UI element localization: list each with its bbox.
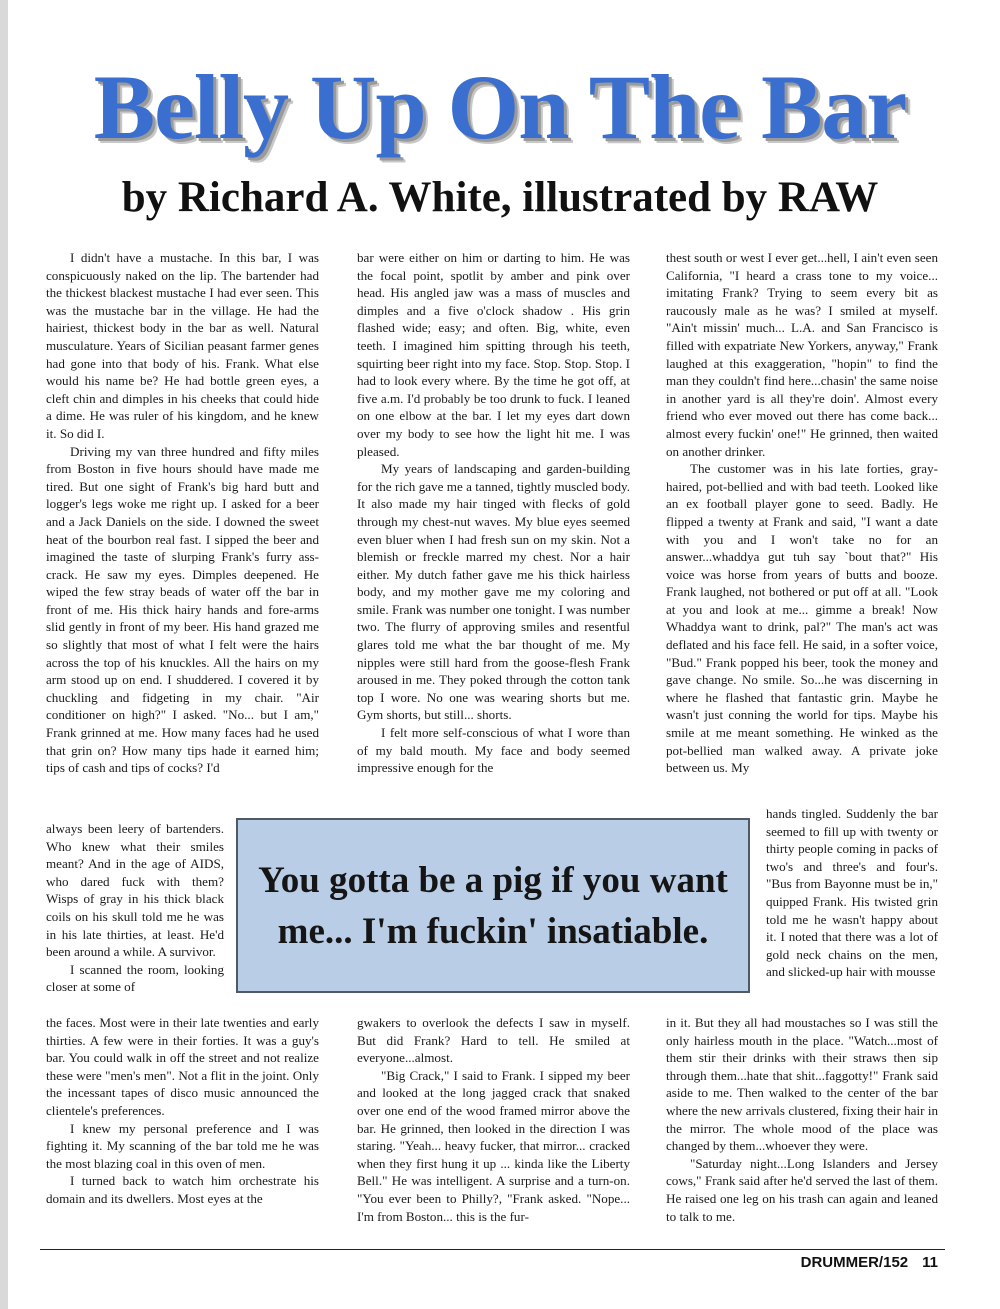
paragraph: Driving my van three hundred and fifty miles from Boston in five hours should have made me tired. But one sight of Frank's big hard butt and logger's legs woke me right up. I asked for a beer and a Jack Daniels on the side. I downed the sweet heat of the bourbon real fast. I sipped the beer and imagined the taste of slurping Frank's furry ass-crack. He saw my eyes. Dimples deepened. He wiped the few stray beads of water off the bar in front of me. His thick hairy hands and fore-arms slid gently in front of my beer. His hand grazed me so slightly that most of what I felt were the hairs across the top of his knuckles. All the hairs on my arm stood up on end. I shuddered. I covered it by chuckling and fidgeting in my chair. "Air conditioner on high?" I asked. "No... but I am," Frank grinned at me. How many faces had he used that grin on? How many tips hade it earned him; tips of cash and tips of cocks? I'd xyxy=(46,443,319,776)
paragraph: The customer was in his late forties, gray-haired, pot-bellied and with bad teeth. Looked like an ex football player gone to seed. Badly. He flipped a twenty at Frank and said, "I want a date with you and I won't take no for an answer...whaddya gut tuh say `bout that?" His voice was horse from years of butts and booze. Frank laughed, not bothered or put off at all. "Look at you and look at me... gimme a break! Now Whaddya want to drink, pal?" The man's act was deflated and his face fell. He said, in a softer voice, "Bud." Frank popped his beer, took the money and gave change. No smile. So...he was discerning in where he flashed that fantastic grin. Maybe he wasn't just conning the world for tips. Maybe his smile at me meant something. He winked as the pot-bellied man walked away. A private joke between us. My xyxy=(666,461,938,776)
page-number: 11 xyxy=(922,1254,938,1271)
column-2 xyxy=(357,249,630,805)
paragraph: "Big Crack," I said to Frank. I sipped my beer and looked at the long jagged crack that snaked over one end of the wood framed mirror above the bar. He grinned, then looked in the direction I was staring. "Yeah... heavy fucker, that mirror... cracked when they first hung it up ... kinda like the Liberty Bell." He was intelligent. A surprise and a turn-on. "You ever been to Philly?, "Frank asked. "Nope... I'm from Boston... this is the fur- xyxy=(357,1067,630,1224)
paragraph: I turned back to watch him orchestrate his domain and its dwellers. Most eyes at the xyxy=(46,1173,319,1206)
pull-quote-box xyxy=(236,818,750,993)
page-footer xyxy=(801,1254,938,1271)
paragraph: the faces. Most were in their late twenties and early thirties. A few were in their forties. It was a guy's bar. You could walk in off the street and not realize these were "men's men". Not a flit in the joint. Only the incessant tapes of disco music announced the clientele's preferences. xyxy=(46,1015,319,1118)
column-2-lower xyxy=(357,1014,630,1234)
paragraph: My years of landscaping and garden-building for the rich gave me a tanned, tightly muscled body. It also made my hair tinged with flecks of gold through my chest-nut waves. My blue eyes seemed even bluer when I had fresh sun on my skin. Not a blemish or freckle marred my chest. Nor a hair either. My dutch father gave me his thick hairless body, and my mother gave me my coloring and smile. Frank was number one tonight. I was number two. The flurry of approving smiles and resentful glares told me what the bar thought of me. My nipples were still hard from the goose-flesh Frank aroused in me. They poked through the cotton tank top I wore. No one was wearing shorts but me. Gym shorts, but still... shorts. xyxy=(357,461,630,723)
column-1-wrap xyxy=(46,820,224,1006)
column-1-lower xyxy=(46,1014,319,1234)
paragraph: I felt more self-conscious of what I wore than of my bald mouth. My face and body seemed impressive enough for the xyxy=(357,725,630,776)
column-1 xyxy=(46,249,319,820)
column-3-lower xyxy=(666,1014,938,1234)
pull-quote-text: You gotta be a pig if you want me... I'm fuckin' insatiable. xyxy=(258,859,728,952)
footer-divider xyxy=(40,1249,945,1250)
paragraph: "Saturday night...Long Islanders and Jersey cows," Frank said after he'd served the last of them. He raised one leg on his trash can again and leaned to talk to me. xyxy=(666,1155,938,1224)
paragraph: I knew my personal preference and I was fighting it. My scanning of the bar told me he was the most blazing coal in this oven of men. xyxy=(46,1120,319,1171)
paragraph: bar were either on him or darting to him. He was the focal point, spotlit by amber and pink over head. His angled jaw was a mass of muscles and dimples and a five o'clock shadow . His grin flashed wide; easy; and often. Big, white, even teeth. I imagined him spitting through his teeth, squirting beer right into my face. Stop. Stop. Stop. I had to look every where. By the time he got off, at five a.m. I'd probably be too drunk to fuck. I leaned on one elbow at the bar. I let my eyes dart down over my body to see how the light hit me. I was pleased. xyxy=(357,250,630,459)
paragraph: I scanned the room, looking closer at some of xyxy=(46,961,224,995)
paragraph: hands tingled. Suddenly the bar seemed to fill up with twenty or thirty people coming in packs of two's and three's and four's. "Bus from Bayonne must be in," quipped Frank. His twisted grin told me he wasn't happy about it. I noted that there was a lot of gold neck chains on the men, and slicked-up hair with mousse xyxy=(766,806,938,980)
paragraph: I didn't have a mustache. In this bar, I was conspicuously naked on the lip. The bartender had the thickest blackest mustache I had ever seen. This was the mustache bar in the village. He had the hairiest, thickest body in the bar as well. Natural musculature. Years of Sicilian peasant farmer genes had gone into that body of his. Frank. What else would his name be? He had bottle green eyes, a cleft chin and dimples in his cheeks that could hide a dime. He was ruler of his kingdom, and he knew it. So did I. xyxy=(46,250,319,441)
column-3 xyxy=(666,249,938,805)
article-title: Belly Up On The Bar xyxy=(93,56,907,158)
paragraph: in it. But they all had moustaches so I was still the only hairless mouth in the place. "Watch...most of them stir their drinks with their straws then sip through them...hate that shit...faggotty!" Frank said aside to me. Then walked to the center of the bar where the new arrivals clustered, fixing their hair in the mirror. The whole mood of the place was changed by them...whoever they were. xyxy=(666,1015,938,1154)
paragraph: always been leery of bartenders. Who knew what their smiles meant? And in the age of AIDS, who dared fuck with them? Wisps of gray in his thick black coils on his skull told me he was in his late thirties, at least. He'd been around a while. A survivor. xyxy=(46,821,224,960)
article-byline: by Richard A. White, illustrated by RAW xyxy=(121,174,879,221)
paragraph: thest south or west I ever get...hell, I ain't even seen California, "I heard a crass tone to my voice... imitating Frank? Trying to seem every bit as raucously male as he was? I smiled at myself. "Ain't missin' much... L.A. and San Francisco is filled with expatriate New Yorkers, anyway," Frank laughed at this exaggeration, "hopin" to find the man they couldn't find here...chasin' the same noise in another yard is all they're doin'. Almost every friend who ever moved out there has come back... almost every fuckin' one!" He grinned, then waited on another drinker. xyxy=(666,250,938,459)
column-3-wrap xyxy=(766,805,938,1015)
paragraph: gwakers to overlook the defects I saw in myself. But did Frank? Hard to tell. He smiled at everyone...almost. xyxy=(357,1015,630,1066)
magazine-issue: DRUMMER/152 xyxy=(800,1254,909,1271)
